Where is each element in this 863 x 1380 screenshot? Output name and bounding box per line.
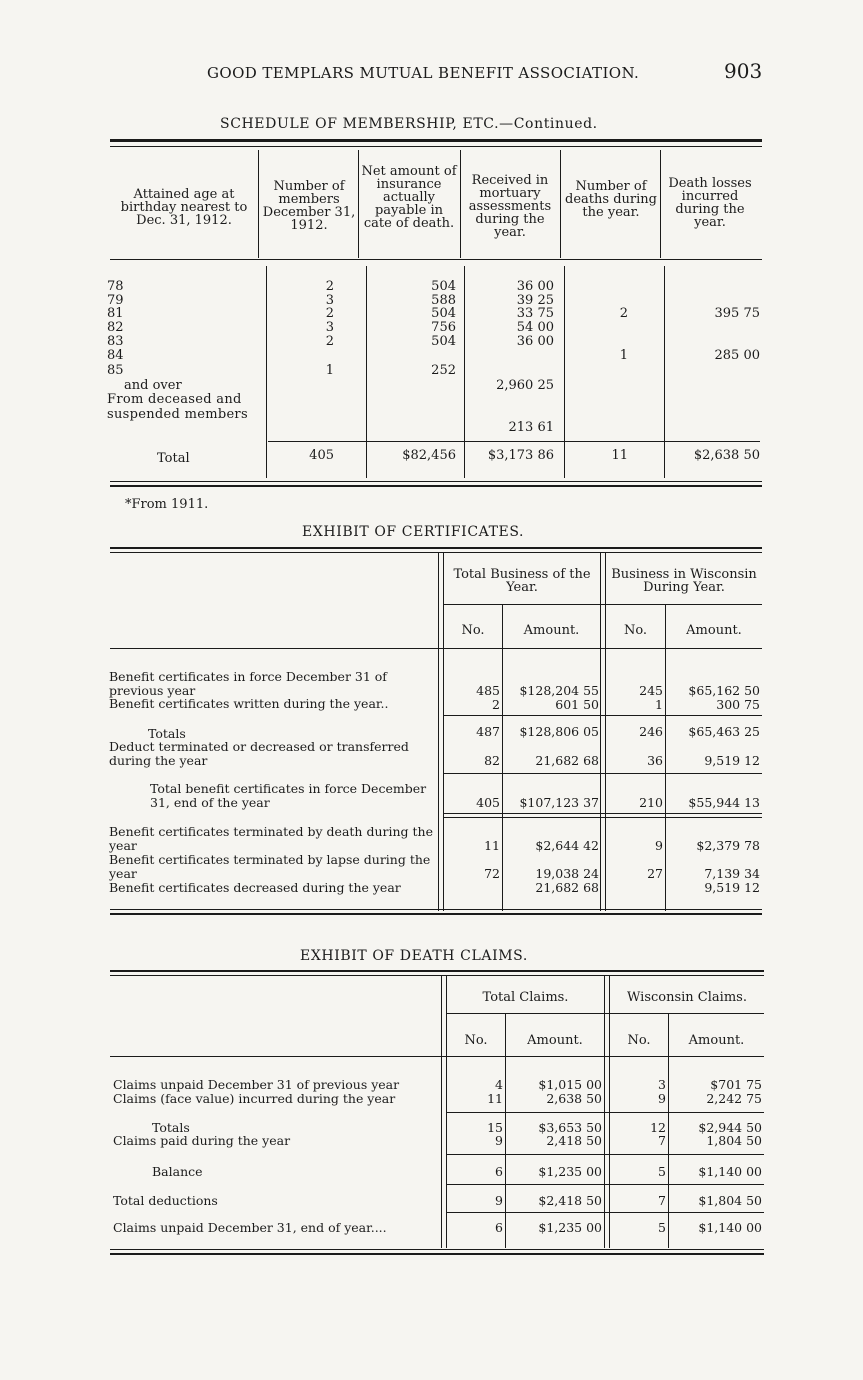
claims-no1: 15 xyxy=(487,1120,503,1135)
cert-amt1: 19,038 24 xyxy=(535,866,599,881)
schedule-age-cell: 83 xyxy=(107,334,124,349)
cert-no1: 11 xyxy=(484,838,500,853)
schedule-received-cell: 54 00 xyxy=(516,320,554,335)
schedule-hdr-divider xyxy=(258,150,259,258)
schedule-age-cell: 78 xyxy=(107,279,124,294)
schedule-members-cell: 2 xyxy=(325,279,334,294)
cert-sum-rule xyxy=(444,715,762,716)
cert-amt2: 9,519 12 xyxy=(704,753,760,768)
cert-no1-header: No. xyxy=(461,623,485,638)
cert-amt2: $2,379 78 xyxy=(696,838,760,853)
claims-amt2: $1,140 00 xyxy=(698,1220,762,1235)
schedule-age-cell: From deceased and suspended members xyxy=(107,392,248,422)
cert-sum-rule xyxy=(444,773,762,774)
cert-amt1-header: Amount. xyxy=(523,623,580,638)
cert-no2: 9 xyxy=(655,838,663,853)
claims-amt1: $1,235 00 xyxy=(538,1164,602,1179)
schedule-received-cell: 36 00 xyxy=(516,334,554,349)
claims-row-label: Totals xyxy=(152,1120,190,1135)
claims-no1: 6 xyxy=(495,1220,503,1235)
claims-no2: 3 xyxy=(658,1077,666,1092)
cert-no2: 27 xyxy=(647,866,663,881)
claims-top-rule-thin xyxy=(110,975,764,976)
cert-group-rule xyxy=(444,604,762,605)
claims-no2: 7 xyxy=(658,1133,666,1148)
schedule-age-cell: 84 xyxy=(107,348,124,363)
cert-no2: 246 xyxy=(639,724,663,739)
schedule-age-cell: 79 xyxy=(107,293,124,308)
claims-title: EXHIBIT OF DEATH CLAIMS. xyxy=(300,948,528,964)
cert-amt1: $128,806 05 xyxy=(519,724,599,739)
schedule-net-cell: 504 xyxy=(431,334,456,349)
schedule-top-rule-thin xyxy=(110,146,762,147)
schedule-net-cell: 504 xyxy=(431,306,456,321)
claims-no2: 9 xyxy=(658,1091,666,1106)
cert-amt2: $65,162 50 xyxy=(688,683,760,698)
claims-row-label: Claims unpaid December 31, end of year.... xyxy=(113,1220,387,1235)
schedule-header-rule xyxy=(110,259,762,260)
schedule-net-cell: 252 xyxy=(431,363,456,378)
schedule-received-cell: 39 25 xyxy=(516,293,554,308)
col-losses-header: Death losses incurred during the year. xyxy=(668,176,752,230)
claims-no2: 5 xyxy=(658,1164,666,1179)
schedule-deaths-cell: 1 xyxy=(619,348,628,363)
cert-no1: 2 xyxy=(492,697,500,712)
schedule-bottom-rule-thick xyxy=(110,485,762,487)
cert-amt2: 9,519 12 xyxy=(704,880,760,895)
cert-row-label: Benefit certificates terminated by death during the year xyxy=(109,824,433,853)
claims-row-label: Claims (face value) incurred during the year xyxy=(113,1091,396,1106)
cert-sum-rule xyxy=(444,817,762,818)
cert-top-rule xyxy=(110,547,762,549)
cert-row-label: Totals xyxy=(148,726,186,741)
cert-amt1: $128,204 55 xyxy=(519,683,599,698)
cert-amt2: 300 75 xyxy=(716,697,760,712)
cert-no2: 210 xyxy=(639,795,663,810)
claims-amt2: $1,804 50 xyxy=(698,1193,762,1208)
cert-group1-header: Total Business of the Year. xyxy=(453,567,591,595)
schedule-body-divider xyxy=(366,266,367,478)
claims-bottom-rule-thick xyxy=(110,1253,764,1255)
schedule-members-cell: 2 xyxy=(325,334,334,349)
col-received-header: Received in mortuary assessments during the year. xyxy=(468,173,552,240)
cert-top-rule-thin xyxy=(110,552,762,553)
cert-row-label: Benefit certificates in force December 31 of previous year xyxy=(109,669,387,698)
cert-sum-rule xyxy=(444,813,762,814)
certificates-title: EXHIBIT OF CERTIFICATES. xyxy=(302,524,525,540)
cert-amt2-header: Amount. xyxy=(686,623,742,638)
schedule-title: SCHEDULE OF MEMBERSHIP, ETC.—Continued. xyxy=(220,116,598,132)
total-members: 405 xyxy=(309,448,334,463)
schedule-age-cell: 81 xyxy=(107,306,124,321)
cert-no1: 487 xyxy=(476,724,500,739)
page-number: 903 xyxy=(724,59,763,83)
claims-no2: 12 xyxy=(650,1120,666,1135)
claims-group1-header: Total Claims. xyxy=(482,990,569,1005)
claims-sum-rule xyxy=(447,1184,764,1185)
claims-no1: 11 xyxy=(487,1091,503,1106)
claims-row-label: Balance xyxy=(152,1164,203,1179)
claims-sum-rule xyxy=(447,1112,764,1113)
cert-amt2: $55,944 13 xyxy=(688,795,760,810)
schedule-body-divider xyxy=(266,266,267,478)
cert-amt2: $65,463 25 xyxy=(688,724,760,739)
claims-amt1-header: Amount. xyxy=(527,1033,583,1048)
schedule-members-cell: 1 xyxy=(325,363,334,378)
schedule-age-cell: 85 xyxy=(107,363,124,378)
cert-no2: 1 xyxy=(655,697,663,712)
claims-amt2: $2,944 50 xyxy=(698,1120,762,1135)
claims-group-rule xyxy=(447,1013,764,1014)
total-net: $82,456 xyxy=(402,448,456,463)
cert-amt1: $107,123 37 xyxy=(519,795,599,810)
col-age-header: Attained age at birthday nearest to Dec. 31, 1912. xyxy=(120,187,248,228)
total-deaths: 11 xyxy=(611,448,628,463)
cert-no2: 36 xyxy=(647,753,663,768)
claims-amt1: $1,235 00 xyxy=(538,1220,602,1235)
schedule-body-divider xyxy=(464,266,465,478)
schedule-members-cell: 3 xyxy=(325,293,334,308)
schedule-members-cell: 2 xyxy=(325,306,334,321)
schedule-net-cell: 504 xyxy=(431,279,456,294)
claims-row-label: Claims unpaid December 31 of previous year xyxy=(113,1077,400,1092)
claims-no1: 4 xyxy=(495,1077,503,1092)
cert-row-label: Deduct terminated or decreased or transferred during the year xyxy=(109,739,409,768)
cert-amt1: $2,644 42 xyxy=(535,838,599,853)
schedule-hdr-divider xyxy=(358,150,359,258)
cert-no1: 72 xyxy=(484,866,500,881)
claims-amt1: $3,653 50 xyxy=(538,1120,602,1135)
schedule-hdr-divider xyxy=(660,150,661,258)
cert-no1: 82 xyxy=(484,753,500,768)
cert-divider xyxy=(600,553,601,911)
col-net-header: Net amount of insurance actually payable in cate of death. xyxy=(361,164,457,231)
claims-amt1: $2,418 50 xyxy=(538,1193,602,1208)
schedule-deaths-cell: 2 xyxy=(619,306,628,321)
cert-bottom-rule-thick xyxy=(110,913,762,915)
claims-amt2: 1,804 50 xyxy=(706,1133,762,1148)
cert-row-label: Total benefit certificates in force December 31, end of the year xyxy=(150,781,427,810)
claims-amt2: 2,242 75 xyxy=(706,1091,762,1106)
claims-amt2: $1,140 00 xyxy=(698,1164,762,1179)
cert-amt1: 601 50 xyxy=(555,697,599,712)
total-label: Total xyxy=(157,451,190,466)
schedule-body-divider xyxy=(564,266,565,478)
schedule-losses-cell: 395 75 xyxy=(714,306,760,321)
schedule-body-divider xyxy=(664,266,665,478)
claims-top-rule xyxy=(110,970,764,972)
claims-amt1: $1,015 00 xyxy=(538,1077,602,1092)
schedule-losses-cell: 285 00 xyxy=(714,348,760,363)
claims-row-label: Total deductions xyxy=(113,1193,218,1208)
schedule-members-cell: 3 xyxy=(325,320,334,335)
schedule-received-cell: 36 00 xyxy=(516,279,554,294)
schedule-hdr-divider xyxy=(560,150,561,258)
cert-no2: 245 xyxy=(639,683,663,698)
schedule-received-cell: 33 75 xyxy=(516,306,554,321)
claims-group2-header: Wisconsin Claims. xyxy=(627,990,747,1005)
schedule-top-rule xyxy=(110,139,762,142)
claims-sum-rule xyxy=(447,1212,764,1213)
cert-row-label: Benefit certificates decreased during the year xyxy=(109,880,401,895)
cert-row-label: Benefit certificates terminated by lapse during the year xyxy=(109,852,431,881)
claims-amt2: $701 75 xyxy=(710,1077,762,1092)
cert-divider xyxy=(438,553,439,911)
col-members-header: Number of members December 31, 1912. xyxy=(262,179,356,233)
cert-amt1: 21,682 68 xyxy=(535,880,599,895)
claims-bottom-rule xyxy=(110,1249,764,1250)
total-rule xyxy=(268,441,760,442)
cert-no1: 405 xyxy=(476,795,500,810)
claims-amt1: 2,638 50 xyxy=(546,1091,602,1106)
footnote: *From 1911. xyxy=(125,497,209,512)
running-title: GOOD TEMPLARS MUTUAL BENEFIT ASSOCIATION. xyxy=(207,64,640,82)
col-deaths-header: Number of deaths during the year. xyxy=(565,179,657,220)
claims-no2: 5 xyxy=(658,1220,666,1235)
schedule-net-cell: 756 xyxy=(431,320,456,335)
claims-amt1: 2,418 50 xyxy=(546,1133,602,1148)
schedule-hdr-divider xyxy=(460,150,461,258)
claims-no1-header: No. xyxy=(464,1033,488,1048)
total-losses: $2,638 50 xyxy=(693,448,760,463)
claims-no2-header: No. xyxy=(627,1033,651,1048)
cert-amt2: 7,139 34 xyxy=(704,866,760,881)
cert-no1: 485 xyxy=(476,683,500,698)
schedule-net-cell: 588 xyxy=(431,293,456,308)
cert-group2-header: Business in Wisconsin During Year. xyxy=(611,567,757,595)
claims-no1: 6 xyxy=(495,1164,503,1179)
schedule-received-cell: 2,960 25 xyxy=(496,378,554,393)
claims-row-label: Claims paid during the year xyxy=(113,1133,291,1148)
schedule-age-cell: 82 xyxy=(107,320,124,335)
schedule-received-cell: 213 61 xyxy=(508,420,554,435)
claims-no2: 7 xyxy=(658,1193,666,1208)
claims-header-rule xyxy=(110,1056,764,1057)
cert-row-label: Benefit certificates written during the year.. xyxy=(109,696,389,711)
cert-no2-header: No. xyxy=(623,623,648,638)
schedule-age-cell: and over xyxy=(124,378,182,393)
schedule-bottom-rule xyxy=(110,481,762,482)
claims-no1: 9 xyxy=(495,1193,503,1208)
cert-bottom-rule xyxy=(110,909,762,910)
claims-divider xyxy=(441,976,442,1248)
cert-amt1: 21,682 68 xyxy=(535,753,599,768)
claims-no1: 9 xyxy=(495,1133,503,1148)
total-received: $3,173 86 xyxy=(487,448,554,463)
claims-amt2-header: Amount. xyxy=(688,1033,745,1048)
cert-header-rule xyxy=(110,648,762,649)
claims-sum-rule xyxy=(447,1154,764,1155)
